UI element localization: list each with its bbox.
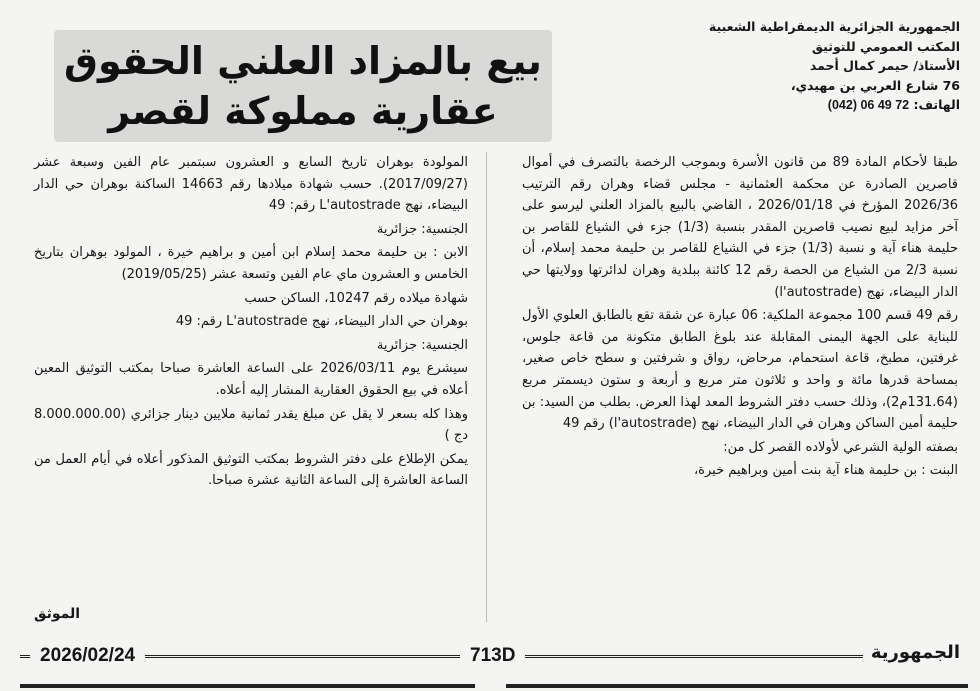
newspaper-logo: الجمهورية bbox=[863, 642, 968, 663]
header-phone bbox=[660, 95, 960, 116]
title-line-1: بيع بالمزاد العلني الحقوق bbox=[64, 39, 542, 83]
paragraph: البنت : بن حليمة هناء آية بنت أمين وبراهيم خيرة، bbox=[693, 463, 958, 479]
header-country: الجمهورية الجزائرية الديمقراطية الشعبية bbox=[708, 19, 960, 34]
left-text-column bbox=[34, 152, 468, 632]
paragraph: سيشرع يوم 2026/03/11 على الساعة العاشرة صباحا بمكتب التوثيق المعين أعلاه في بيع الحقوق العقارية المشار إليه أعلاه. bbox=[34, 361, 468, 398]
paragraph: شهادة ميلاده رقم 10247، الساكن حسب bbox=[244, 290, 468, 306]
paragraph: الجنسية: جزائرية bbox=[376, 337, 468, 353]
footer-code: 713D bbox=[460, 645, 525, 667]
header-address: 76 شارع العربي بن مهيدي، bbox=[790, 77, 960, 93]
bottom-bar-right bbox=[506, 684, 968, 688]
phone-label: الهاتف: bbox=[909, 97, 960, 112]
paragraph: يمكن الإطلاع على دفتر الشروط بمكتب التوثيق المذكور أعلاه في أيام العمل من الساعة العاشرة إلى الساعة الثانية عشرة صباحا. bbox=[34, 451, 468, 489]
paragraph: بصفته الولية الشرعي لأولاده القصر كل من: bbox=[723, 439, 958, 455]
notary-header bbox=[660, 17, 960, 116]
title-line-2: عقارية مملوكة لقصر bbox=[108, 89, 498, 133]
column-divider bbox=[486, 152, 487, 622]
announcement-title bbox=[54, 30, 552, 142]
paragraph: الابن : بن حليمة محمد إسلام ابن أمين و براهيم خيرة ، المولود بوهران بتاريخ الخامس و العشرون ماي عام الفين وتسعة عشر (2019/05/25) bbox=[34, 245, 468, 282]
right-text-column bbox=[522, 152, 958, 632]
notary-signature: الموثق bbox=[34, 606, 81, 622]
paragraph: طبقا لأحكام المادة 89 من قانون الأسرة وبموجب الرخصة بالتصرف في أموال قاصرين الصادرة عن محكمة العثمانية - مجلس قضاء وهران رقم الترتيب 2026/36 المؤرخ في 2026/01/18 ، القاضي بالبيع بالمزاد العلني ليرسو على آخر مزايد لبيع نصيب قاصرين المقدر بنسبة (1/3) جزء في الشياع للقاصر بن حليمة هناء آية و نسبة (1/3) جزء في الشياع للقاصر بن حليمة محمد إسلام، أن نسبة 2/3 من الشياع من الحصة رقم 12 كائنة ببلدية وهران لدائرتها وولايتها حي الدار البيضاء، نهج (l'autostrade) bbox=[522, 155, 959, 300]
header-notary-name: الأستاذ/ حيمر كمال أحمد bbox=[809, 58, 960, 73]
bottom-bar-left bbox=[20, 684, 475, 688]
header-office: المكتب العمومي للتوثيق bbox=[811, 38, 960, 54]
paragraph: الجنسية: جزائرية bbox=[376, 221, 468, 237]
paragraph: وهذا كله بسعر لا يقل عن مبلغ يقدر ثمانية ملايين دينار جزائري (8.000.000.00 دج ) bbox=[34, 406, 468, 444]
paragraph: بوهران حي الدار البيضاء، نهج L'autostrade رقم: 49 bbox=[175, 314, 468, 330]
paragraph: رقم 49 قسم 100 مجموعة الملكية: 06 عبارة عن شقة تقع بالطابق العلوي الأول للبناية على الجهة اليمنى المقابلة عند بلوغ الطابق متكونة من قاعة جلوس، غرفتين، مطبخ، قاعة استحمام، مرحاض، رواق و شرفتين و سطح خاص صغير، بمساحة قدرها مائة و واحد و ثلاثون متر مربع و أربعة و ستون ديسمتر مربع (131.64م2)، وذلك حسب دفتر الشروط المعد لهذا العرض. بطلب من السيد: بن حليمة أمين الساكن وهران في الدار البيضاء، نهج (l'autostrade) رقم 49 bbox=[522, 308, 958, 432]
footer-date: 2026/02/24 bbox=[30, 645, 145, 667]
phone-value: 72 49 06 (042) bbox=[827, 98, 910, 112]
paragraph: المولودة بوهران تاريخ السابع و العشرون سبتمبر عام الفين وسبعة عشر (2017/09/27). حسب شهادة ميلادها رقم 14663 الساكنة بوهران حي الدار البيضاء، نهج L'autostrade رقم: 49 bbox=[34, 155, 468, 214]
